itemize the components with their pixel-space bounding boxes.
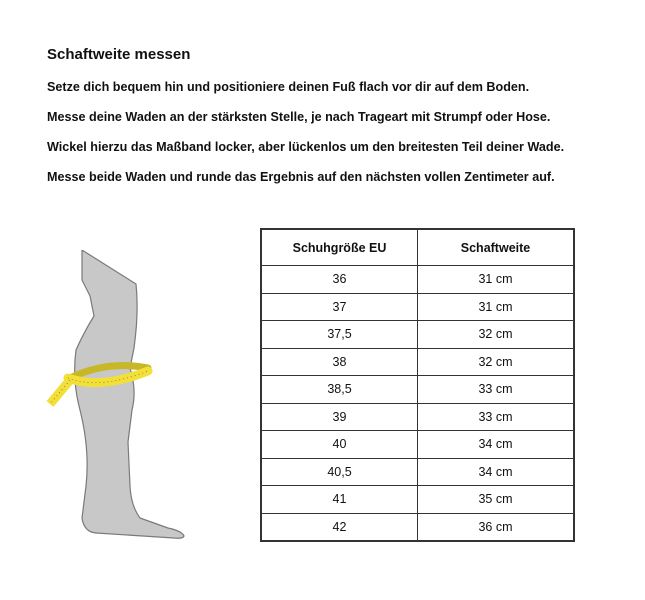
shaft-width-cell: 31 cm bbox=[418, 266, 575, 294]
shaft-width-cell: 35 cm bbox=[418, 486, 575, 514]
instruction-item: Setze dich bequem hin und positioniere deinen Fuß flach vor dir auf dem Boden. bbox=[47, 80, 530, 94]
shaft-width-cell: 33 cm bbox=[418, 403, 575, 431]
table-row bbox=[261, 513, 574, 541]
table-row bbox=[261, 376, 574, 404]
shaft-width-cell: 31 cm bbox=[418, 293, 575, 321]
table-row bbox=[261, 458, 574, 486]
leg-measuring-illustration bbox=[40, 250, 210, 540]
table-row bbox=[261, 348, 574, 376]
table-row bbox=[261, 431, 574, 459]
leg-measuring-tape-icon bbox=[40, 250, 210, 540]
header-shaft-width: Schaftweite bbox=[418, 229, 575, 266]
shoe-size-cell: 42 bbox=[261, 513, 418, 541]
shoe-size-cell: 37 bbox=[261, 293, 418, 321]
leg-silhouette bbox=[75, 250, 184, 538]
table-header-row bbox=[261, 229, 574, 266]
shaft-width-cell: 34 cm bbox=[418, 431, 575, 459]
instruction-item: Messe beide Waden und runde das Ergebnis auf den nächsten vollen Zentimeter auf. bbox=[47, 170, 555, 184]
instruction-list bbox=[47, 78, 564, 198]
table-row bbox=[261, 486, 574, 514]
shaft-width-cell: 34 cm bbox=[418, 458, 575, 486]
instruction-item: Wickel hierzu das Maßband locker, aber lückenlos um den breitesten Teil deiner Wade. bbox=[47, 140, 565, 154]
instruction-item: Messe deine Waden an der stärksten Stelle, je nach Trageart mit Strumpf oder Hose. bbox=[47, 110, 551, 124]
table-row bbox=[261, 403, 574, 431]
shoe-size-cell: 41 bbox=[261, 486, 418, 514]
size-table bbox=[260, 228, 575, 542]
shoe-size-cell: 40 bbox=[261, 431, 418, 459]
shaft-width-cell: 32 cm bbox=[418, 348, 575, 376]
shoe-size-cell: 38 bbox=[261, 348, 418, 376]
header-shoe-size: Schuhgröße EU bbox=[261, 229, 418, 266]
shoe-size-cell: 37,5 bbox=[261, 321, 418, 349]
shoe-size-cell: 39 bbox=[261, 403, 418, 431]
shoe-size-cell: 38,5 bbox=[261, 376, 418, 404]
shoe-size-cell: 40,5 bbox=[261, 458, 418, 486]
table-row bbox=[261, 293, 574, 321]
shaft-width-cell: 33 cm bbox=[418, 376, 575, 404]
shaft-width-cell: 32 cm bbox=[418, 321, 575, 349]
page-title: Schaftweite messen bbox=[47, 46, 191, 63]
table-row bbox=[261, 266, 574, 294]
table-row bbox=[261, 321, 574, 349]
shoe-size-cell: 36 bbox=[261, 266, 418, 294]
shaft-width-cell: 36 cm bbox=[418, 513, 575, 541]
